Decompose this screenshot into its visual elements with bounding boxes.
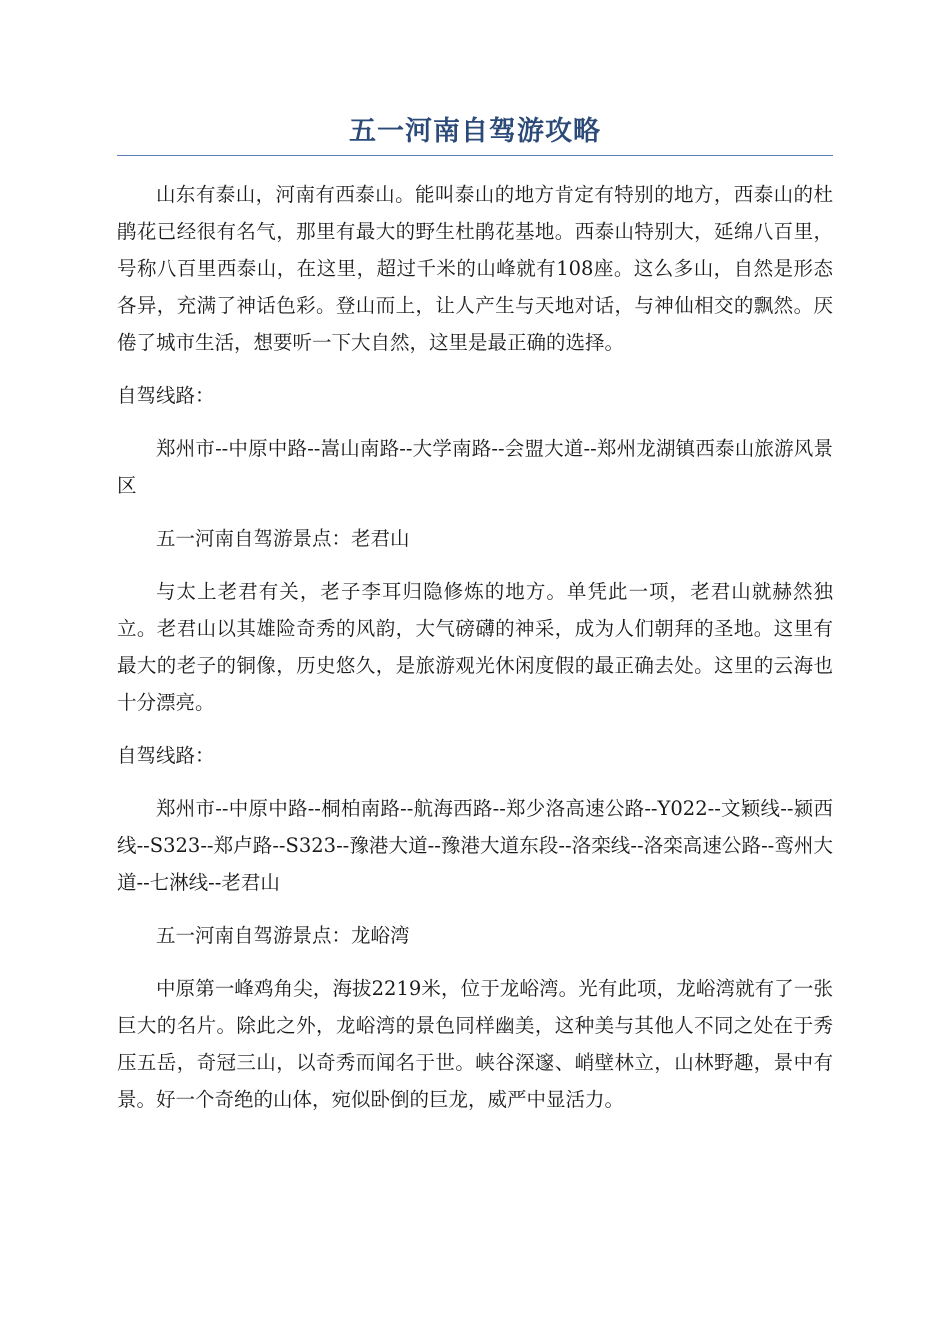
route-xitaishan: 郑州市--中原中路--嵩山南路--大学南路--会盟大道--郑州龙湖镇西泰山旅游风景区 xyxy=(117,437,833,497)
route-heading: 自驾线路： xyxy=(117,744,215,767)
route-heading: 自驾线路： xyxy=(117,384,215,407)
document-body xyxy=(117,176,833,1118)
section-heading-laojunshan: 五一河南自驾游景点：老君山 xyxy=(156,527,410,550)
document-page xyxy=(117,112,833,1118)
section-heading-longyuwan: 五一河南自驾游景点：龙峪湾 xyxy=(156,924,410,947)
paragraph-intro: 山东有泰山，河南有西泰山。能叫泰山的地方肯定有特别的地方，西泰山的杜鹃花已经很有名气，那里有最大的野生杜鹃花基地。西泰山特别大，延绵八百里，号称八百里西泰山，在这里，超过千米的山峰就有108座。这么多山，自然是形态各异，充满了神话色彩。登山而上，让人产生与天地对话，与神仙相交的飘然。厌倦了城市生活，想要听一下大自然，这里是最正确的选择。 xyxy=(117,183,833,354)
paragraph-laojunshan: 与太上老君有关，老子李耳归隐修炼的地方。单凭此一项，老君山就赫然独立。老君山以其雄险奇秀的风韵，大气磅礴的神采，成为人们朝拜的圣地。这里有最大的老子的铜像，历史悠久，是旅游观光休闲度假的最正确去处。这里的云海也十分漂亮。 xyxy=(117,580,833,714)
paragraph-longyuwan: 中原第一峰鸡角尖，海拔2219米，位于龙峪湾。光有此项，龙峪湾就有了一张巨大的名片。除此之外，龙峪湾的景色同样幽美，这种美与其他人不同之处在于秀压五岳，奇冠三山，以奇秀而闻名于世。峡谷深邃、峭壁林立，山林野趣，景中有景。好一个奇绝的山体，宛似卧倒的巨龙，威严中显活力。 xyxy=(117,977,833,1111)
route-laojunshan: 郑州市--中原中路--桐柏南路--航海西路--郑少洛高速公路--Y022--文颖线--颍西线--S323--郑卢路--S323--豫港大道--豫港大道东段--洛栾线--洛栾高速公路--鸾州大道--七淋线--老君山 xyxy=(117,797,833,894)
document-title: 五一河南自驾游攻略 xyxy=(117,112,833,156)
